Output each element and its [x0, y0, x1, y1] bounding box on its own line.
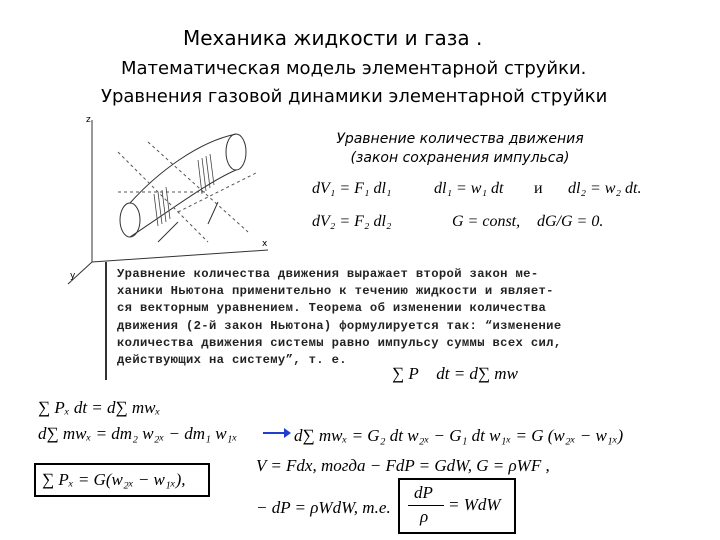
frac-bar — [408, 505, 444, 506]
eq-sum-px-dt: ∑ Pₓ dt = d∑ mwₓ — [38, 398, 161, 417]
implies-arrow — [262, 426, 292, 440]
eq-g-const: G = const, — [452, 213, 521, 230]
paragraph-rule — [105, 262, 107, 380]
tube-outlet — [226, 134, 246, 170]
paragraph-line-3: ся векторным уравнением. Теорема об изменении количества — [117, 301, 547, 315]
eq-g-difference: d∑ mwₓ = G₂ dt w₂ₓ − G₁ dt w₁ₓ = G (w₂ₓ − w₁ₓ) — [294, 426, 624, 445]
page-title: Механика жидкости и газа . — [183, 26, 483, 50]
eq-dl1: dl₁ = w₁ dt — [434, 180, 504, 197]
paragraph-line-1: Уравнение количества движения выражает второй закон ме- — [117, 267, 539, 281]
z-axis-label: z — [86, 115, 91, 125]
y-axis-label: y — [70, 271, 76, 281]
x-axis-line — [92, 250, 268, 262]
hatched-section-2 — [198, 154, 214, 194]
hatched-section-1 — [154, 187, 170, 226]
stream-tube-figure — [58, 112, 278, 292]
eq-wdw: = WdW — [448, 495, 501, 514]
frac-denominator: ρ — [420, 507, 429, 526]
frac-numerator: dP — [414, 483, 433, 502]
eq-volume: V = Fdx, тогда − FdP = GdW, G = ρWF , — [256, 456, 550, 475]
eq-dsum-mwx: d∑ mwₓ = dm₂ w₂ₓ − dm₁ w₁ₓ — [38, 424, 238, 443]
paragraph-line-5: количества движения системы равно импульсу суммы всех сил, — [117, 336, 562, 350]
eq-and: и — [534, 180, 543, 197]
boxed-bernoulli — [398, 478, 516, 534]
x-axis-label: x — [262, 239, 268, 249]
eq-dg-g: dG/G = 0. — [537, 213, 604, 230]
paragraph-line-6: действующих на систему”, т. е. — [117, 353, 347, 367]
eq-dp-left: − dP = ρWdW, т.е. — [256, 498, 391, 517]
eq-dl2: dl₂ = w₂ dt. — [568, 180, 642, 197]
subtitle-equations: Уравнения газовой динамики элементарной струйки — [101, 86, 608, 107]
tube-lower-edge — [130, 170, 236, 237]
subtitle-model: Математическая модель элементарной струйки. — [121, 58, 587, 79]
paragraph-line-4: движения (2-й закон Ньютона) формулируется так: “изменение — [117, 319, 562, 333]
caption-line-2: (закон сохранения импульса) — [350, 150, 570, 166]
boxed-equation-text: ∑ Pₓ = G(w₂ₓ − w₁ₓ), — [42, 470, 186, 489]
caption-line-1: Уравнение количества движения — [336, 131, 584, 147]
eq-dv2: dV₂ = F₂ dl₂ — [312, 213, 392, 230]
eq-dv1: dV₁ = F₁ dl₁ — [312, 180, 392, 197]
boxed-equation — [34, 463, 210, 497]
inline-momentum-formula: ∑ P⃗ dt = d∑ mw⃗ — [392, 364, 532, 383]
paragraph-line-2: ханики Ньютона применительно к течению жидкости и являет- — [117, 284, 554, 298]
tube-upper-edge — [130, 134, 236, 203]
